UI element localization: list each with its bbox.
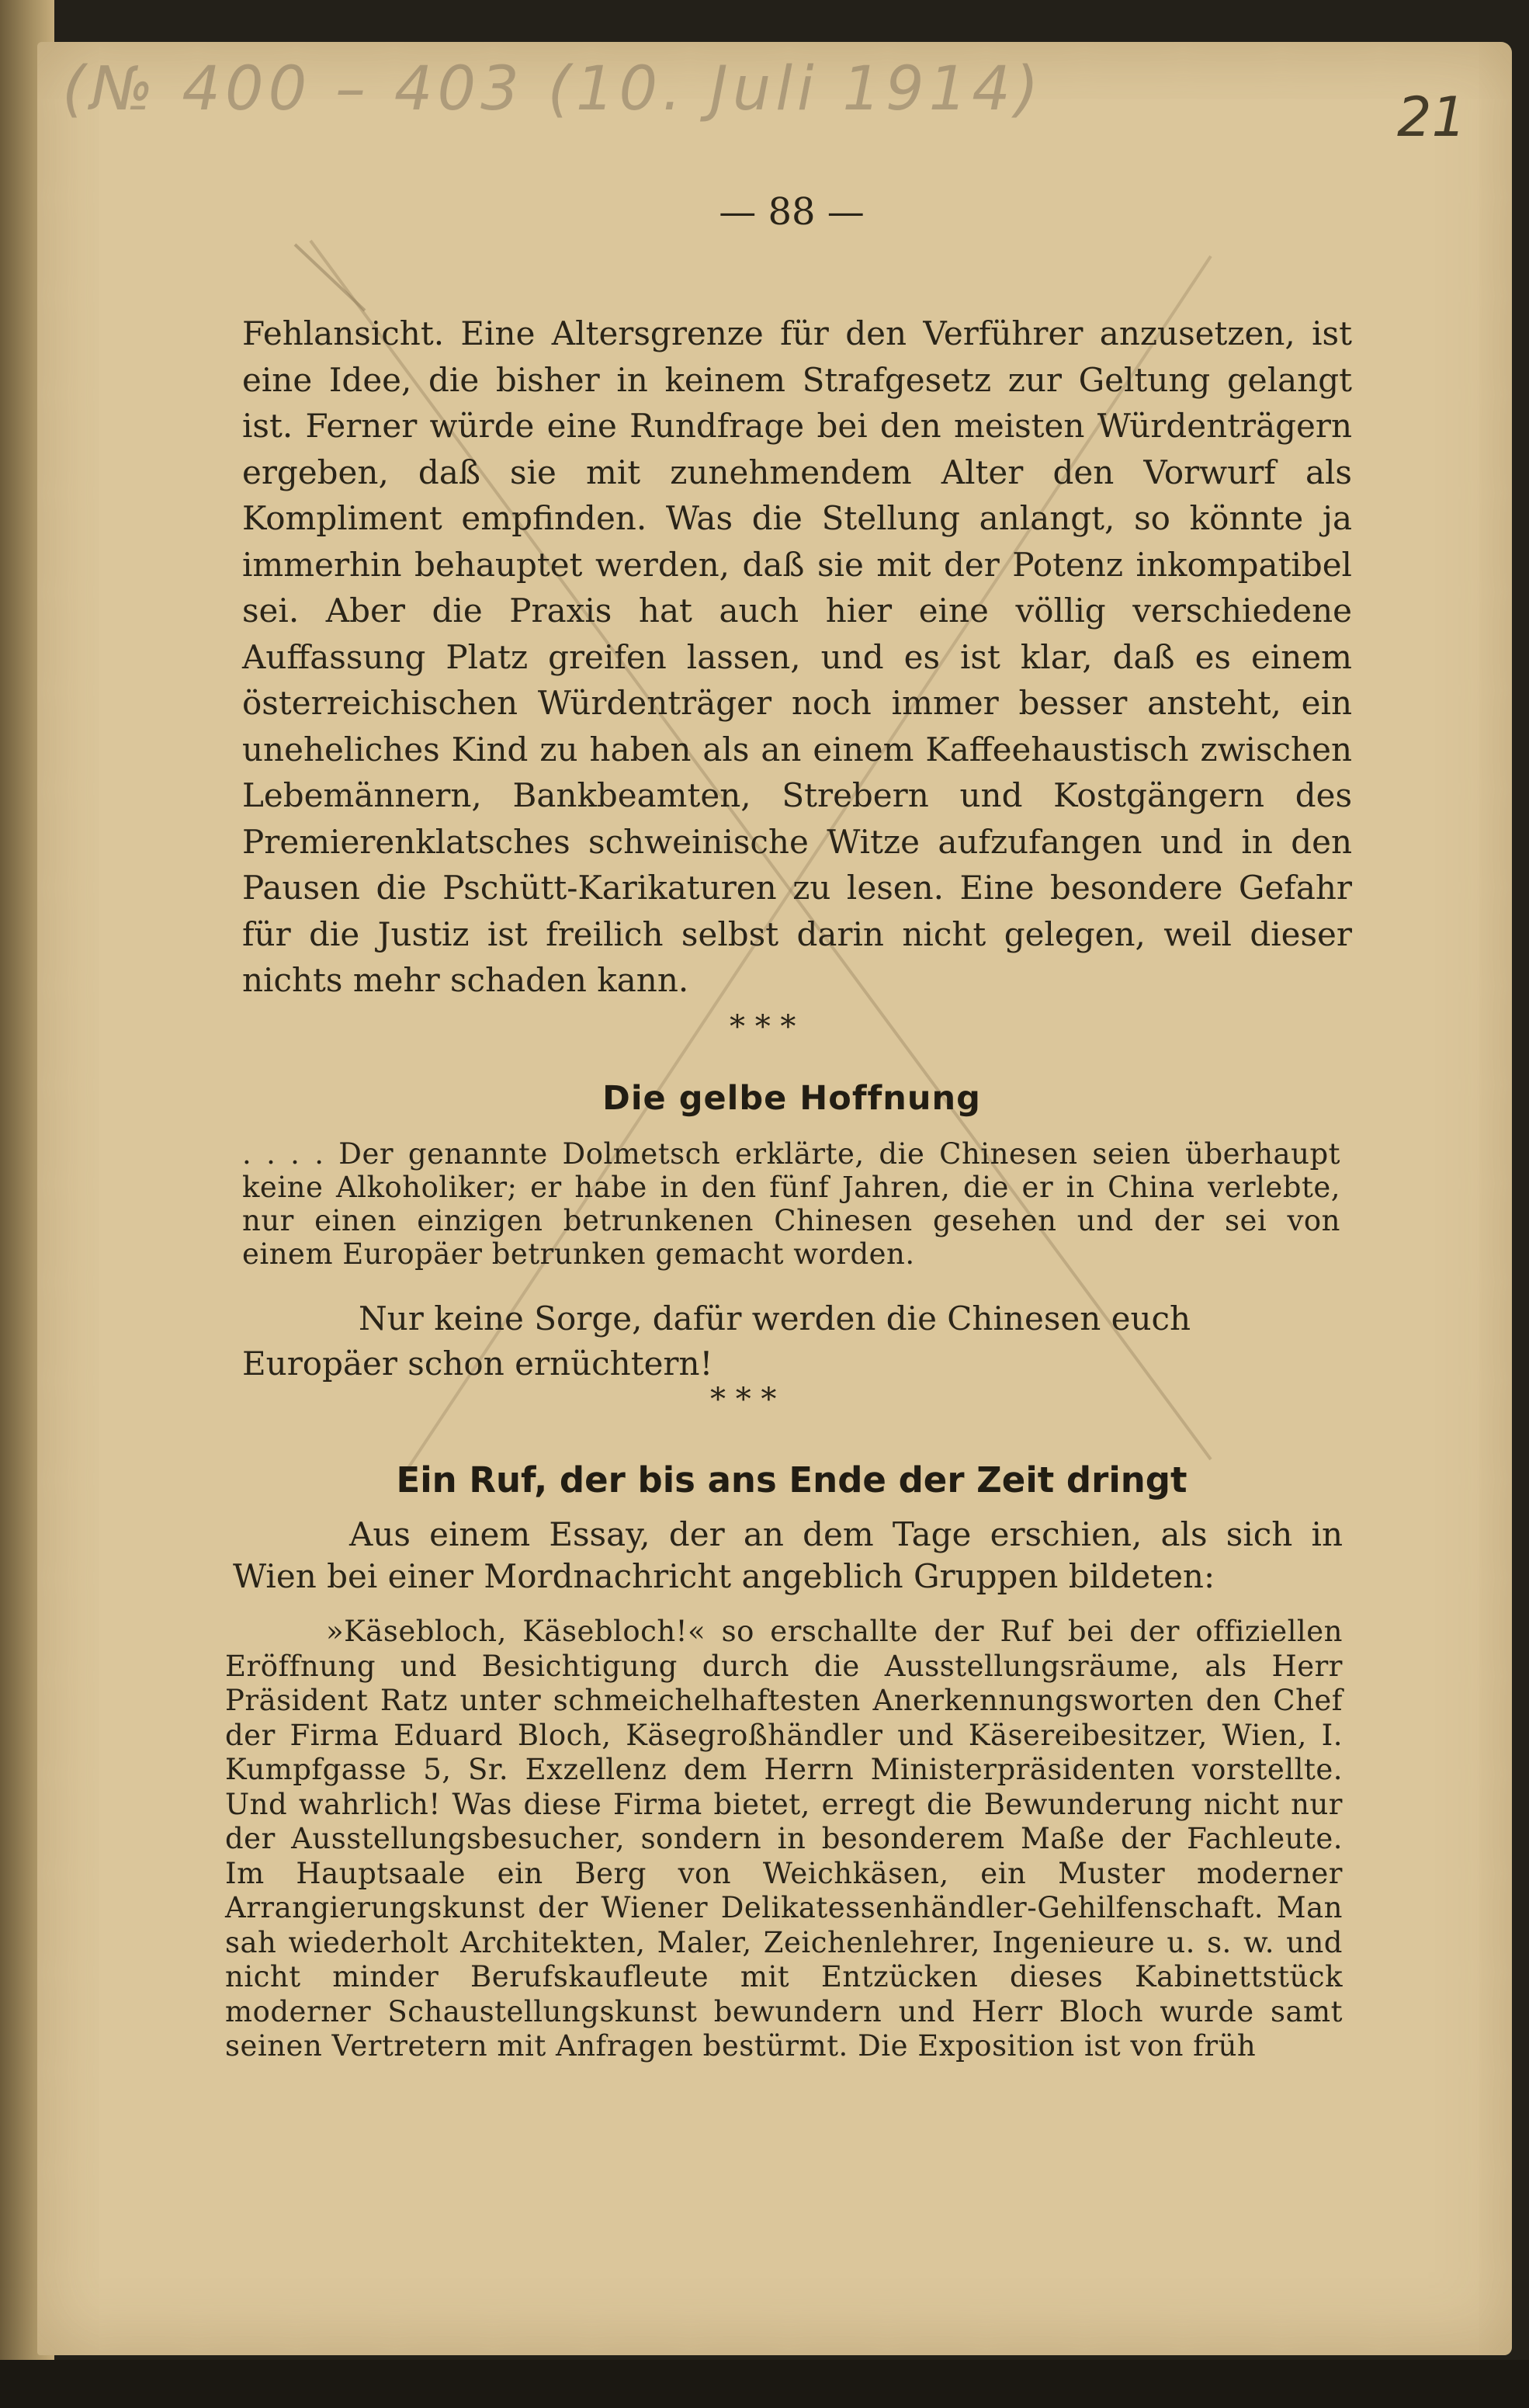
quote-dolmetsch: . . . . Der genannte Dolmetsch erklärte, die Chinesen seien überhaupt keine Alkoholiker; er habe in den fünf Jahren, die er in China verlebte, nur einen einzigen betrunkenen Chinesen gesehen und der sei von einem Europäer betrunken gemacht worden. <box>242 1137 1340 1271</box>
quote-kaesebloch <box>225 1615 1343 2064</box>
quote-kaesebloch-text: »Käsebloch, Käsebloch!« so erschallte der Ruf bei der offiziellen Eröffnung und Besichtigung durch die Ausstellungsräume, als Herr Präsident Ratz unter schmeichelhaftesten Anerkennungsworten den Chef der Firma Eduard Bloch, Käsegroßhändler und Käsereibesitzer, Wien, I. Kumpfgasse 5, Sr. Exzellenz dem Herrn Ministerpräsidenten vorstellte. Und wahrlich! Was diese Firma bietet, erregt die Bewunderung nicht nur der Ausstellungsbesucher, sondern in besonderem Maße der Fachleute. Im Hauptsaale ein Berg von Weichkäsen, ein Muster moderner Arrangierungskunst der Wiener Delikatessenhändler-Gehilfenschaft. Man sah wiederholt Architekten, Maler, Zeichenlehrer, Ingenieure u. s. w. und nicht minder Berufskaufleute mit Entzücken dieses Kabinettstück moderner Schaustellungskunst bewundern und Herr Bloch wurde samt seinen Vertretern mit Anfragen bestürmt. Die Exposition ist von früh <box>225 1615 1343 2063</box>
handwritten-archive-note: (№ 400 – 403 (10. Juli 1914) <box>62 54 1044 124</box>
section-separator-2: * * * <box>710 1382 777 1417</box>
heading-ein-ruf: Ein Ruf, der bis ans Ende der Zeit dringt <box>396 1459 1187 1501</box>
intro-text: Aus einem Essay, der an dem Tage erschien, als sich in Wien bei einer Mordnachricht angeblich Gruppen bildeten: <box>233 1515 1343 1595</box>
intro-essay <box>233 1514 1343 1598</box>
comment-text: Nur keine Sorge, dafür werden die Chinesen euch Europäer schon ernüchtern! <box>242 1299 1191 1383</box>
bottom-background <box>0 2360 1529 2408</box>
paragraph-fehlansicht: Fehlansicht. Eine Altersgrenze für den Verführer anzusetzen, ist eine Idee, die bisher in keinem Strafgesetz zur Geltung gelangt ist. Ferner würde eine Rundfrage bei den meisten Würdenträgern ergeben, daß sie mit zunehmendem Alter den Vorwurf als Kompliment empfinden. Was die Stellung anlangt, so könnte ja immerhin behauptet werden, daß sie mit der Potenz inkompatibel sei. Aber die Praxis hat auch hier eine völlig verschiedene Auffassung Platz greifen lassen, und es ist klar, daß es einem österreichischen Würdenträger noch immer besser ansteht, ein uneheliches Kind zu haben als an einem Kaffeehaustisch zwischen Lebemännern, Bankbeamten, Strebern und Kostgängern des Premierenklatsches schweinische Witze aufzufangen und in den Pausen die Pschütt-Karikaturen zu lesen. Eine besondere Gefahr für die Justiz ist freilich selbst darin nicht gelegen, weil dieser nichts mehr schaden kann. <box>242 314 1352 999</box>
heading-die-gelbe-hoffnung: Die gelbe Hoffnung <box>602 1079 981 1118</box>
page-number: — 88 — <box>719 190 865 234</box>
handwritten-folio-number: 21 <box>1397 85 1467 149</box>
section-separator-1: * * * <box>730 1009 796 1045</box>
comment-chinesen <box>242 1296 1340 1386</box>
